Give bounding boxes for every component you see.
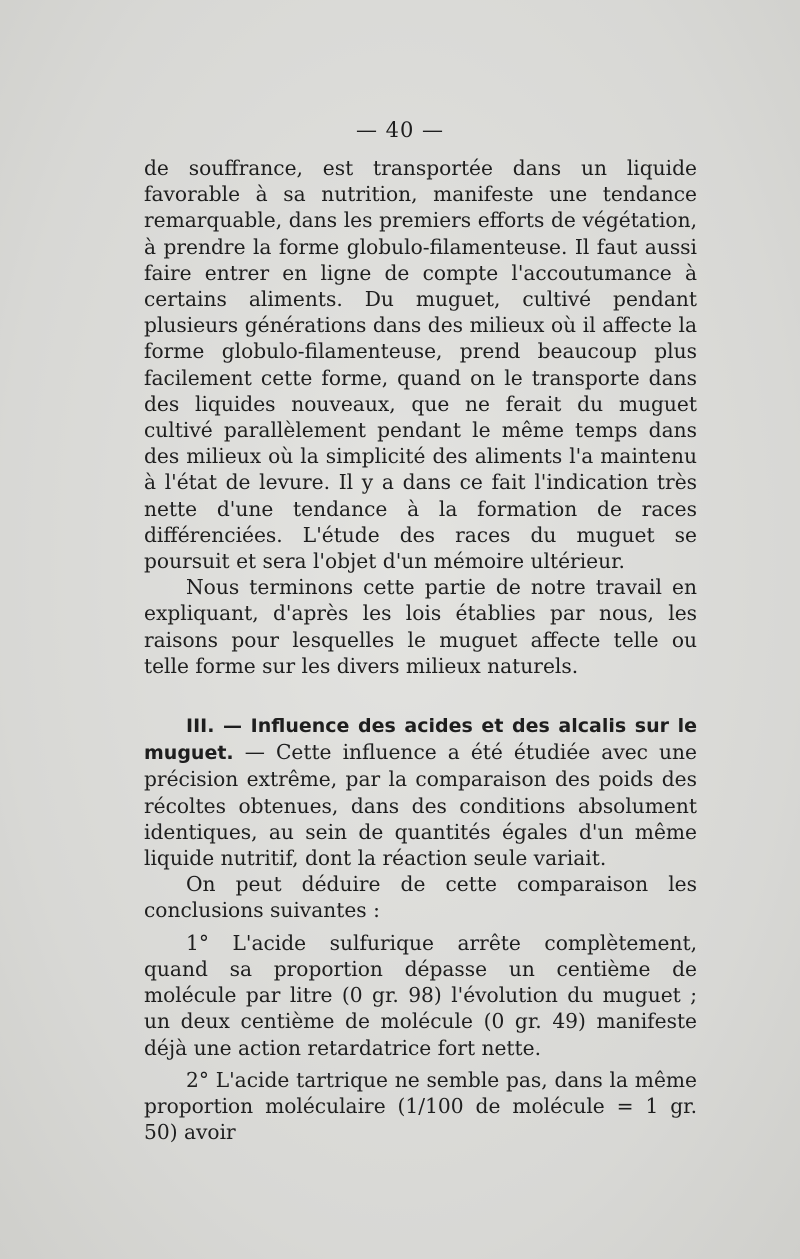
- conclusion-item-1: 1° L'acide sulfurique arrête complètement, quand sa proportion dépasse un centième de molécule par litre (0 gr. 98) l'évolution du muguet ; un deux centième de molécule (0 gr. 49) manifeste déjà une action retardatrice fort nette.: [144, 930, 697, 1060]
- paragraph-conclusions-intro: On peut déduire de cette comparaison les conclusions suivantes :: [144, 872, 697, 923]
- page-number: — 40 —: [355, 118, 445, 142]
- page-body: [144, 155, 697, 1145]
- section-heading: III. — Influence des acides et des alcalis sur le muguet.: [144, 715, 697, 765]
- conclusion-item-2: 2° L'acide tartrique ne semble pas, dans la même proportion moléculaire (1/100 de molécule = 1 gr. 50) avoir: [144, 1067, 697, 1145]
- paragraph-explanation: Nous terminons cette partie de notre travail en expliquant, d'après les lois établies par nous, les raisons pour lesquelles le muguet affecte telle ou telle forme sur les divers milieux naturels.: [144, 575, 697, 678]
- section-intro-text: — Cette influence a été étudiée avec une précision extrême, par la comparaison des poids des récoltes obtenues, dans des conditions absolument identiques, au sein de quantités égales d'un même liquide nutritif, dont la réaction seule variait.: [144, 740, 697, 871]
- paragraph-continuation: de souffrance, est transportée dans un liquide favorable à sa nutrition, manifeste une tendance remarquable, dans les premiers efforts de végétation, à prendre la forme globulo-filamenteuse. Il faut aussi faire entrer en ligne de compte l'accoutumance à certains aliments. Du muguet, cultivé pendant plusieurs générations dans des milieux où il affecte la forme globulo-filamenteuse, prend beaucoup plus facilement cette forme, quand on le transporte dans des liquides nouveaux, que ne ferait du muguet cultivé parallèlement pendant le même temps dans des milieux où la simplicité des aliments l'a maintenu à l'état de levure. Il y a dans ce fait l'indication très nette d'une tendance à la formation de races différenciées. L'étude des races du muguet se poursuit et sera l'objet d'un mémoire ultérieur.: [144, 156, 697, 574]
- section-iii-paragraph: [144, 712, 697, 871]
